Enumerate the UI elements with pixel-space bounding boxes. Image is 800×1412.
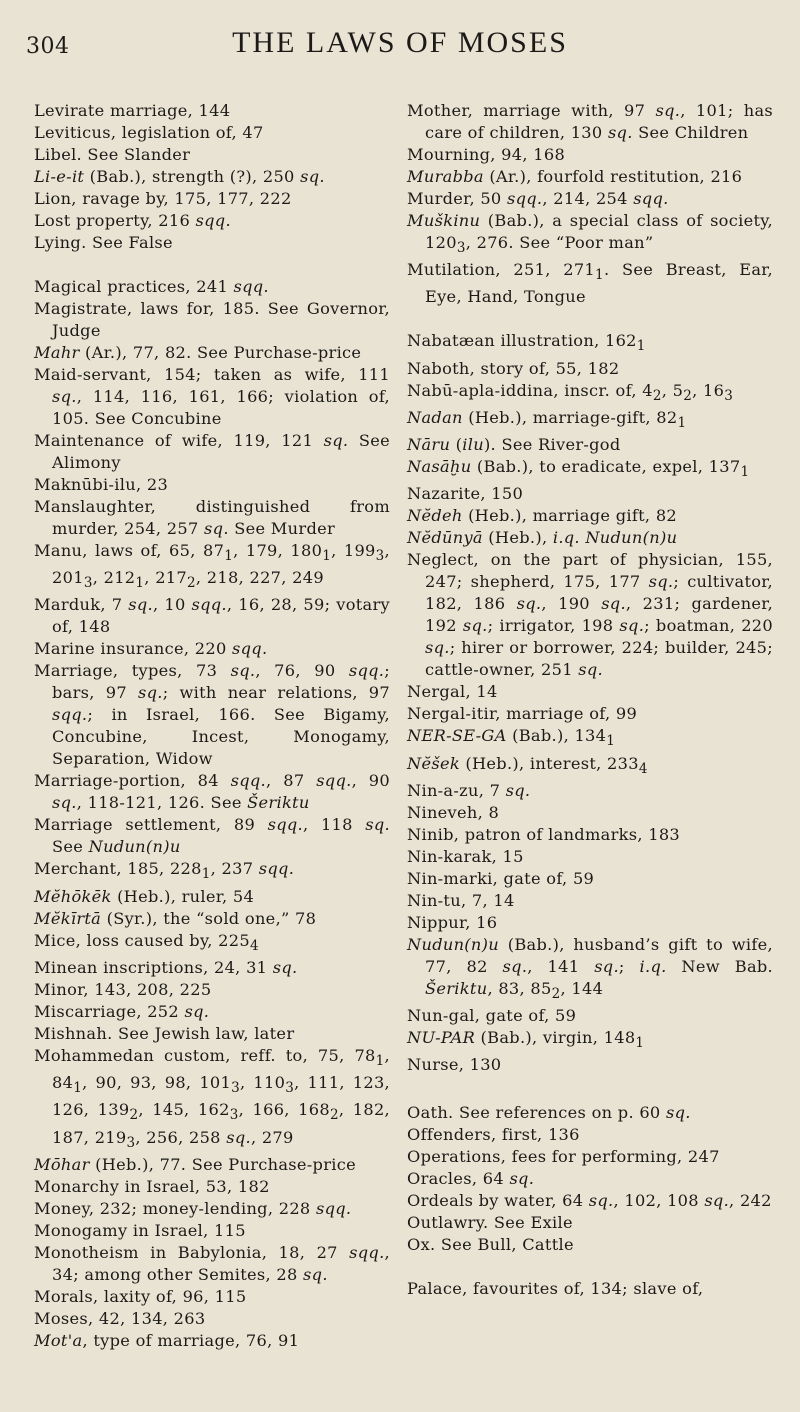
index-entry: Nĕšek (Heb.), interest, $233_4$ bbox=[407, 753, 648, 777]
index-entry: Mishnah. See Jewish law, later bbox=[34, 1023, 295, 1043]
index-entry: Neglect, on the part of physician, 155, 247; shepherd, 175, 177 sq.; cultivator, 182, 186 sq., 190 sq., 231; gardener, 192 sq.; irrigator, 198 sq.; boatman, 220 sq.; hirer or borrower, 224; builder, 245; cattle-owner, 251 sq. bbox=[407, 550, 774, 680]
index-entry: Nĕdeh (Heb.), marriage gift, 82 bbox=[407, 506, 678, 526]
index-entry: Oracles, 64 sq. bbox=[407, 1169, 535, 1189]
index-entry: Leviticus, legislation of, 47 bbox=[34, 123, 264, 142]
index-entry: Nĕdūnyā (Heb.), i.q. Nudun(n)u bbox=[407, 528, 678, 548]
index-entry: Outlawry. See Exile bbox=[407, 1213, 573, 1233]
index-entry: Marriage settlement, 89 sqq., 118 sq. See Nudun(n)u bbox=[34, 815, 390, 857]
index-entry: Manu, laws of, 65, $87_1$, 179, $180_1$, $199_3$, $201_3$, $212_1$, $217_2$, 218, 227, 249 bbox=[34, 541, 390, 592]
section-gap bbox=[407, 1256, 773, 1278]
index-entry: Mĕhōkēk (Heb.), ruler, 54 bbox=[34, 886, 255, 906]
index-entry: Marriage-portion, 84 sqq., 87 sqq., 90 sq., 118-121, 126. See Šeriktu bbox=[34, 771, 391, 813]
index-entry: Naboth, story of, 55, 182 bbox=[407, 358, 620, 378]
index-entry: Nin-marki, gate of, 59 bbox=[407, 868, 595, 888]
index-entry: Merchant, 185, $228_1$, 237 sqq. bbox=[34, 859, 295, 883]
index-entry: Lion, ravage by, 175, 177, 222 bbox=[34, 189, 292, 208]
index-entry: Magical practices, 241 sqq. bbox=[34, 277, 269, 296]
index-entry: Marriage, types, 73 sq., 76, 90 sqq.; bars, 97 sq.; with near relations, 97 sqq.; in Israel, 166. See Bigamy, Concubine, Incest, Monogamy, Separation, Widow bbox=[34, 661, 391, 769]
index-column-right bbox=[407, 100, 773, 1300]
index-entry: Mohammedan custom, reff. to, 75, $78_1$, $84_1$, 90, 93, 98, $101_3$, $110_3$, 111, 123, 126, $139_2$, 145, $162_3$, 166, $168_2$, 182, 187, $219_3$, 256, 258 sq., 279 bbox=[34, 1045, 390, 1151]
index-entry: Morals, laxity of, 96, 115 bbox=[34, 1286, 247, 1306]
index-entry: Marduk, 7 sq., 10 sqq., 16, 28, 59; votary of, 148 bbox=[34, 595, 390, 637]
index-entry: Murabba (Ar.), fourfold restitution, 216 bbox=[407, 167, 743, 186]
index-entry: Nin-a-zu, 7 sq. bbox=[407, 780, 531, 800]
index-entry: Nergal-itir, marriage of, 99 bbox=[407, 704, 638, 724]
index-entry: Ninib, patron of landmarks, 183 bbox=[407, 824, 681, 844]
index-entry: Mahr (Ar.), 77, 82. See Purchase-price bbox=[34, 343, 362, 362]
section-gap bbox=[407, 1076, 773, 1102]
index-entry: Lying. See False bbox=[34, 233, 173, 252]
index-entry: Minor, 143, 208, 225 bbox=[34, 979, 212, 999]
index-entry: Monotheism in Babylonia, 18, 27 sqq., 34; among other Semites, 28 sq. bbox=[34, 1242, 390, 1284]
index-entry: Mot'a, type of marriage, 76, 91 bbox=[34, 1330, 300, 1350]
index-entry: Nippur, 16 bbox=[407, 912, 498, 932]
index-entry: Nudun(n)u (Bab.), husband’s gift to wife, 77, 82 sq., 141 sq.; i.q. New Bab. Šeriktu, 83, $85_2$, 144 bbox=[407, 934, 774, 1003]
index-entry: Mother, marriage with, 97 sq., 101; has care of children, 130 sq. See Children bbox=[407, 101, 773, 142]
index-entry: Nadan (Heb.), marriage-gift, $82_1$ bbox=[407, 407, 687, 432]
index-entry: Lost property, 216 sqq. bbox=[34, 211, 231, 230]
index-entry: Maknūbi-ilu, 23 bbox=[34, 475, 169, 494]
index-entry: Palace, favourites of, 134; slave of, bbox=[407, 1279, 704, 1299]
index-entry: Nineveh, 8 bbox=[407, 802, 500, 822]
index-entry: NER-SE-GA (Bab.), $134_1$ bbox=[407, 726, 616, 750]
index-entry: Murder, 50 sqq., 214, 254 sqq. bbox=[407, 189, 669, 208]
index-entry: Nergal, 14 bbox=[407, 682, 498, 702]
index-entry: Nāru (ilu). See River-god bbox=[407, 435, 621, 455]
index-entry: Nabatæan illustration, $162_1$ bbox=[407, 331, 646, 355]
index-entry: Operations, fees for performing, 247 bbox=[407, 1147, 720, 1167]
running-title: THE LAWS OF MOSES bbox=[232, 26, 568, 59]
index-entry: Nabū-apla-iddina, inscr. of, $4_2$, $5_2$, $16_3$ bbox=[407, 380, 734, 404]
index-entry: Maid-servant, 154; taken as wife, 111 sq., 114, 116, 161, 166; violation of, 105. See Concubine bbox=[34, 365, 390, 428]
index-entry: Nasāḫu (Bab.), to eradicate, expel, $137_1$ bbox=[407, 457, 750, 481]
index-entry: Libel. See Slander bbox=[34, 145, 191, 164]
section-gap bbox=[407, 308, 773, 330]
index-entry: Oath. See references on p. 60 sq. bbox=[407, 1103, 691, 1123]
index-entry: Mĕkīrtā (Syr.), the “sold one,” 78 bbox=[34, 908, 317, 928]
index-entry: Ordeals by water, 64 sq., 102, 108 sq., 242 bbox=[407, 1191, 772, 1211]
index-entry: Ox. See Bull, Cattle bbox=[407, 1235, 574, 1255]
index-entry: Nin-karak, 15 bbox=[407, 846, 524, 866]
index-entry: Money, 232; money-lending, 228 sqq. bbox=[34, 1198, 352, 1218]
index-entry: Mutilation, 251, $271_1$. See Breast, Ear, Eye, Hand, Tongue bbox=[407, 260, 774, 307]
index-entry: Magistrate, laws for, 185. See Governor, Judge bbox=[34, 299, 390, 340]
index-entry: Manslaughter, distinguished from murder, 254, 257 sq. See Murder bbox=[34, 497, 390, 538]
index-entry: Marine insurance, 220 sqq. bbox=[34, 639, 268, 659]
index-column-left bbox=[34, 100, 390, 1352]
index-entry: Miscarriage, 252 sq. bbox=[34, 1001, 210, 1021]
index-entry: Nun-gal, gate of, 59 bbox=[407, 1006, 577, 1026]
index-entry: Nurse, 130 bbox=[407, 1055, 502, 1075]
index-entry: Mice, loss caused by, $225_4$ bbox=[34, 930, 259, 954]
index-entry: Minean inscriptions, 24, 31 sq. bbox=[34, 957, 298, 977]
index-entry: Monogamy in Israel, 115 bbox=[34, 1220, 246, 1240]
index-entry: Mōhar (Heb.), 77. See Purchase-price bbox=[34, 1154, 356, 1174]
index-entry: Monarchy in Israel, 53, 182 bbox=[34, 1176, 270, 1196]
index-entry: Levirate marriage, 144 bbox=[34, 101, 231, 120]
index-entry: Nin-tu, 7, 14 bbox=[407, 890, 515, 910]
page-number: 304 bbox=[26, 34, 70, 59]
index-entry: Mourning, 94, 168 bbox=[407, 145, 566, 164]
index-entry: Muškinu (Bab.), a special class of society, $120_3$, 276. See “Poor man” bbox=[407, 211, 773, 257]
index-entry: Offenders, first, 136 bbox=[407, 1125, 580, 1145]
index-entry: Moses, 42, 134, 263 bbox=[34, 1308, 206, 1328]
index-entry: Li-e-it (Bab.), strength (?), 250 sq. bbox=[34, 167, 325, 186]
section-gap bbox=[34, 254, 390, 276]
index-entry: Maintenance of wife, 119, 121 sq. See Alimony bbox=[34, 431, 390, 472]
index-entry: NU-PAR (Bab.), virgin, $148_1$ bbox=[407, 1028, 645, 1052]
index-entry: Nazarite, 150 bbox=[407, 484, 524, 504]
